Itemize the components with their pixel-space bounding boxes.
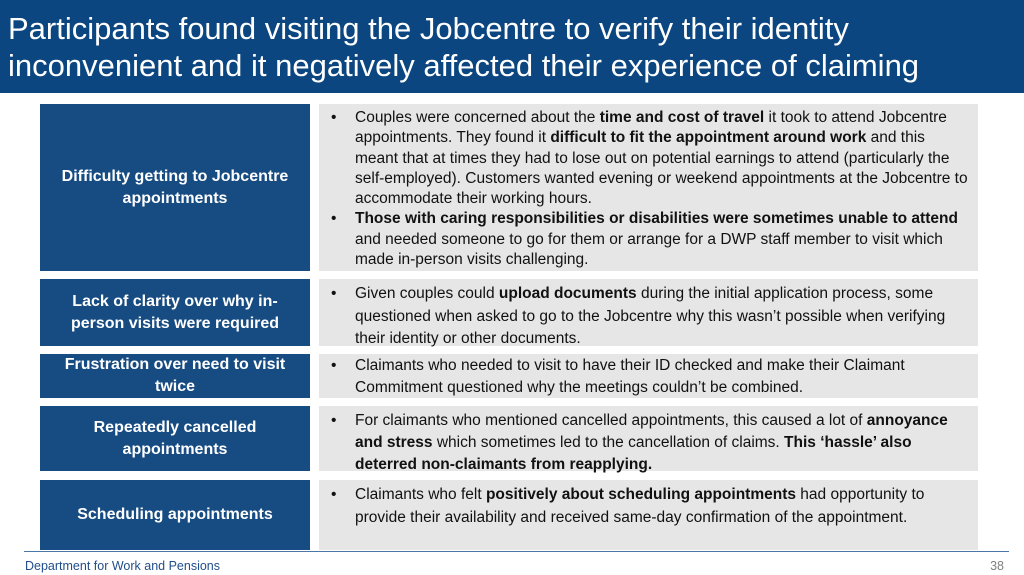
title-banner	[0, 0, 1024, 93]
bullet-bold-text: difficult to fit the appointment around work	[550, 129, 867, 147]
row-label-text: Lack of clarity over why in-person visits were required	[70, 292, 280, 332]
bullet-text: which sometimes led to the cancellation of claims.	[432, 434, 785, 451]
row-label-text: Scheduling appointments	[77, 506, 273, 523]
bullet-bold-text: positively about scheduling appointments	[485, 486, 796, 503]
bullet-text: it took to attend Jobcentre appointments. They found it	[355, 109, 947, 147]
bullet-point	[331, 484, 970, 529]
row-content-lack-of-clarity	[319, 279, 978, 346]
bullet-icon: •	[331, 210, 337, 228]
bullet-text: Given couples could	[355, 285, 499, 302]
bullet-text: For claimants who mentioned cancelled appointments, this caused a lot of	[355, 412, 867, 429]
row-content-scheduling	[319, 480, 978, 550]
bullet-icon: •	[331, 285, 337, 302]
row-label-lack-of-clarity	[40, 279, 310, 346]
bullet-bold-text: upload documents	[498, 285, 637, 302]
bullet-text: during the initial application process, some questioned when asked to go to the Jobcentre why this wasn’t possible when verifying their identity or other documents.	[355, 285, 946, 347]
bullet-icon: •	[331, 486, 337, 503]
bullet-text: and needed someone to go for them or arrange for a DWP staff member to visit which made in-person visits challenging.	[355, 230, 943, 269]
bullet-bold-text: annoyance and stress	[355, 412, 948, 451]
footer-organization: Department for Work and Pensions	[25, 559, 221, 573]
page-number: 38	[990, 559, 1004, 573]
row-label-text: Difficulty getting to Jobcentre appointments	[61, 167, 289, 207]
row-label-scheduling	[40, 480, 310, 550]
bullet-text: and this meant that at times they had to lose out on potential earnings to attend (particularly the self-employed). Customers wanted evening or weekend appointments at the Jobcentre to accommodate their working hours.	[355, 129, 968, 208]
bullet-icon: •	[331, 412, 337, 429]
bullet-icon: •	[331, 109, 337, 126]
bullet-text: had opportunity to provide their availability and received same-day confirmation of the appointment.	[355, 486, 925, 526]
row-content-difficulty	[319, 104, 978, 271]
row-label-difficulty	[40, 104, 310, 271]
bullet-point	[331, 410, 970, 476]
bullet-bold-text: time and cost of travel	[599, 109, 765, 126]
bullet-bold-text: This ‘hassle’ also deterred non-claimants from reapplying.	[355, 434, 912, 473]
bullet-text: Claimants who needed to visit to have their ID checked and make their Claimant Commitment questioned why the meetings couldn’t be combined.	[355, 357, 905, 396]
row-label-text: Frustration over need to visit twice	[64, 356, 286, 395]
bullet-bold-text: Those with caring responsibilities or disabilities were sometimes unable to attend	[355, 210, 958, 228]
bullet-text: Couples were concerned about the	[355, 109, 600, 126]
bullet-point	[331, 108, 970, 209]
bullet-point	[331, 283, 970, 351]
bullet-point	[331, 355, 970, 399]
row-label-text: Repeatedly cancelled appointments	[93, 418, 257, 458]
row-label-cancelled	[40, 406, 310, 471]
bullet-icon: •	[331, 357, 337, 374]
footer-divider	[24, 551, 1009, 552]
bullet-point	[331, 209, 970, 270]
bullet-text: Claimants who felt	[355, 486, 486, 503]
row-content-cancelled	[319, 406, 978, 471]
row-content-frustration	[319, 354, 978, 398]
slide-title: Participants found visiting the Jobcentre to verify their identity inconvenient and it negatively affected their experience of claiming	[8, 11, 920, 83]
row-label-frustration	[40, 354, 310, 398]
